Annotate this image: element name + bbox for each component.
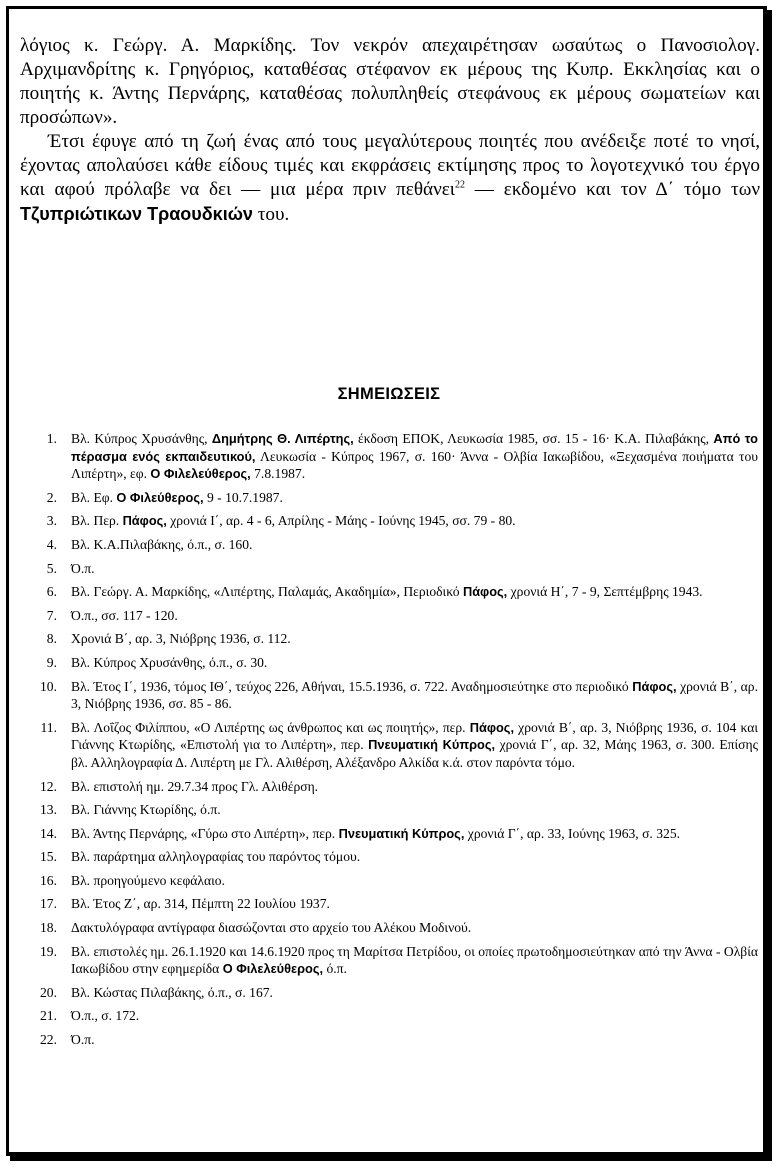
- note-text-part: Βλ. Κύπρος Χρυσάνθης, ό.π., σ. 30.: [71, 654, 268, 670]
- note-text: [71, 895, 758, 913]
- note-text-part: Βλ. προηγούμενο κεφάλαιο.: [71, 872, 225, 888]
- note-bold-title: Πάφος,: [469, 719, 515, 735]
- note-text-part: Βλ. Λοΐζος Φιλίππου, «Ο Λιπέρτης ως άνθρωπος και ως ποιητής», περ.: [71, 719, 470, 735]
- note-item: [22, 560, 758, 578]
- note-number: 15.: [40, 849, 57, 865]
- note-number: 2.: [46, 489, 57, 505]
- note-text: [71, 778, 758, 796]
- note-number: 12.: [40, 778, 57, 794]
- note-text-part: ό.π.: [323, 961, 347, 977]
- note-number: 1.: [46, 431, 57, 446]
- note-bold-title: Δημήτρης Θ. Λιπέρτης,: [211, 431, 354, 446]
- note-text: [71, 560, 758, 578]
- note-text-part: Βλ. Έτος Ζ΄, αρ. 314, Πέμπτη 22 Ιουλίου 1937.: [71, 896, 330, 912]
- note-text-part: Ό.π.: [71, 1032, 95, 1048]
- note-text: [71, 919, 758, 937]
- note-text-part: Βλ. Περ.: [71, 513, 123, 529]
- note-text: [71, 630, 758, 648]
- note-item: [22, 678, 758, 713]
- note-text: [71, 872, 758, 890]
- note-text-part: Ό.π., σ. 172.: [71, 1008, 140, 1024]
- note-item: [22, 630, 758, 648]
- note-item: [22, 489, 758, 507]
- note-text-part: χρονιά Β΄, αρ. 3, Νιόβρης 1936, σσ. 85 - 86.: [71, 678, 758, 712]
- note-text: [71, 607, 758, 625]
- note-text-part: χρονιά Γ΄, αρ. 32, Μάης 1963, σ. 300. Επίσης βλ. Αλληλογραφία Δ. Λιπέρτη με Γλ. Αλιθέρση, Αλέξανδρο Αλκίδα κ.ά. στον παρόντα τόμο.: [71, 737, 758, 770]
- note-bold-title: Πνευματική Κύπρος,: [338, 825, 465, 841]
- note-text: [71, 825, 758, 843]
- note-text-part: Δακτυλόγραφα αντίγραφα διασώζονται στο αρχείο του Αλέκου Μοδινού.: [71, 920, 472, 936]
- note-text-part: Βλ. Άντης Περνάρης, «Γύρω στο Λιπέρτη», περ.: [71, 825, 339, 841]
- note-text-part: χρονιά Η΄, 7 - 9, Σεπτέμβρης 1943.: [507, 584, 703, 600]
- note-text: [71, 719, 758, 772]
- note-number: 13.: [40, 802, 57, 818]
- note-number: 4.: [46, 536, 57, 552]
- note-text-part: 7.8.1987.: [250, 466, 306, 482]
- note-text-part: Βλ. Κ.Α.Πιλαβάκης, ό.π., σ. 160.: [71, 536, 253, 552]
- footnote-ref-22: 22: [454, 179, 465, 191]
- note-text-part: Βλ. Κώστας Πιλαβάκης, ό.π., σ. 167.: [71, 984, 273, 1000]
- note-bold-title: Ο Φιλελεύθερος,: [150, 466, 251, 482]
- note-item: [22, 895, 758, 913]
- note-number: 19.: [40, 943, 57, 959]
- note-number: 17.: [40, 896, 57, 912]
- paragraph-2-text-cont: — εκδομένο και τον Δ΄ τόμο των: [464, 179, 760, 200]
- note-item: [22, 536, 758, 554]
- note-item: [22, 943, 758, 978]
- note-item: [22, 984, 758, 1002]
- note-number: 6.: [46, 584, 57, 600]
- note-text-part: Βλ. Κύπρος Χρυσάνθης,: [71, 431, 212, 446]
- note-text-part: χρονιά Γ΄, αρ. 33, Ιούνης 1963, σ. 325.: [464, 825, 681, 841]
- note-text: [71, 430, 758, 483]
- note-number: 8.: [46, 631, 57, 647]
- note-text: [71, 536, 758, 554]
- note-bold-title: Πάφος,: [122, 513, 167, 529]
- note-bold-title: Ο Φιλελεύθερος,: [222, 961, 324, 977]
- note-number: 3.: [46, 513, 57, 529]
- note-text: [71, 512, 758, 530]
- note-item: [22, 825, 758, 843]
- note-bold-title: Ο Φιλεύθερος,: [116, 489, 204, 505]
- note-number: 10.: [40, 678, 57, 694]
- note-text: [71, 1007, 758, 1025]
- note-number: 5.: [46, 560, 57, 576]
- paragraph-1-text: λόγιος κ. Γεώργ. Α. Μαρκίδης. Τον νεκρόν απεχαιρέτησαν ωσαύτως ο Πανοσιολογ. Αρχιμανδρίτης κ. Γρηγόριος, καταθέσας στέφανον εκ μέρους της Κυπρ. Εκκλησίας και ο ποιητής κ. Άντης Περνάρης, καταθέσας πολυπληθείς στεφάνους εκ μέρους σωματείων και προσώπων».: [20, 35, 760, 128]
- note-text-part: 9 - 10.7.1987.: [203, 489, 283, 505]
- notes-heading: ΣΗΜΕΙΩΣΕΙΣ: [337, 385, 441, 403]
- note-item: [22, 512, 758, 530]
- note-text-part: Βλ. Γεώργ. Α. Μαρκίδης, «Λιπέρτης, Παλαμάς, Ακαδημία», Περιοδικό: [71, 584, 463, 600]
- note-item: [22, 848, 758, 866]
- note-item: [22, 607, 758, 625]
- frame-shadow-right: [767, 10, 772, 1160]
- note-text: [71, 489, 758, 507]
- note-text-part: Χρονιά Β΄, αρ. 3, Νιόβρης 1936, σ. 112.: [71, 631, 291, 647]
- note-item: [22, 801, 758, 819]
- note-bold-title: Από το πέρασμα ενός εκπαιδευτικού,: [71, 431, 758, 464]
- paragraph-2-end: του.: [252, 204, 290, 225]
- note-text-part: χρονιά Β΄, αρ. 3, Νιόβρης 1936, σ. 104 και Γιάννης Κτωρίδης, «Επιστολή για το Λιπέρτη», περ.: [71, 719, 758, 753]
- note-text: [71, 1031, 758, 1049]
- note-text-part: χρονιά Ι΄, αρ. 4 - 6, Απρίλης - Μάης - Ιούνης 1945, σσ. 79 - 80.: [166, 513, 516, 529]
- note-item: [22, 1007, 758, 1025]
- note-text-part: Βλ. Γιάννης Κτωρίδης, ό.π.: [71, 802, 221, 818]
- note-text-part: Βλ. Έτος Ι΄, 1936, τόμος ΙΘ΄, τεύχος 226, Αθήναι, 15.5.1936, σ. 722. Αναδημοσιεύτηκε στο περιοδικό: [71, 678, 633, 694]
- note-number: 20.: [40, 984, 57, 1000]
- note-bold-title: Πάφος,: [632, 678, 677, 694]
- note-item: [22, 778, 758, 796]
- note-text-part: Λευκωσία - Κύπρος 1967, σ. 160· Άννα - Ολβία Ιακωβίδου, «Ξεχασμένα ποιήματα του Λιπέρτη», εφ.: [71, 448, 758, 482]
- note-text: [71, 801, 758, 819]
- note-text: [71, 984, 758, 1002]
- body-paragraph-1: [20, 34, 760, 130]
- note-bold-title: Πνευματική Κύπρος,: [368, 737, 496, 753]
- note-item: [22, 654, 758, 672]
- note-bold-title: Πάφος,: [462, 584, 508, 600]
- note-number: 14.: [40, 825, 57, 841]
- note-text: [71, 943, 758, 978]
- note-text: [71, 678, 758, 713]
- note-number: 21.: [40, 1008, 57, 1024]
- note-text-part: Βλ. επιστολές ημ. 26.1.1920 και 14.6.1920 προς τη Μαρίτσα Πετρίδου, οι οποίες πρωτοδημοσιεύτηκαν από την Άννα - Ολβία Ιακωβίδου στην εφημερίδα: [71, 943, 758, 977]
- note-text-part: Βλ. Εφ.: [71, 489, 117, 505]
- note-number: 7.: [46, 607, 57, 623]
- note-text-part: Ό.π.: [71, 560, 95, 576]
- paragraph-2-text: Έτσι έφυγε από τη ζωή ένας από τους μεγαλύτερους ποιητές που ανέδειξε ποτέ το νησί, έχοντας απολαύσει κάθε είδους τιμές και εκφράσεις εκτίμησης προς το λογοτεχνικό του έργο και αφού πρόλαβε να δει — μια μέρα πριν πεθάνει: [20, 131, 760, 200]
- note-text: [71, 583, 758, 601]
- note-number: 16.: [40, 872, 57, 888]
- book-title: Τζυπριώτικων Τραουδκιών: [20, 204, 253, 224]
- note-text-part: Βλ. παράρτημα αλληλογραφίας του παρόντος τόμου.: [71, 849, 361, 865]
- note-item: [22, 583, 758, 601]
- note-text-part: έκδοση ΕΠΟΚ, Λευκωσία 1985, σσ. 15 - 16· Κ.Α. Πιλαβάκης,: [353, 431, 714, 446]
- note-number: 11.: [40, 719, 57, 735]
- note-text-part: Βλ. επιστολή ημ. 29.7.34 προς Γλ. Αλιθέρση.: [71, 778, 319, 794]
- note-item: [22, 1031, 758, 1049]
- note-number: 18.: [40, 920, 57, 936]
- notes-list: [22, 430, 758, 1055]
- note-item: [22, 430, 758, 483]
- note-item: [22, 919, 758, 937]
- note-item: [22, 872, 758, 890]
- body-paragraph-2: [20, 130, 760, 227]
- frame-shadow-bottom: [10, 1156, 772, 1161]
- note-text-part: Ό.π., σσ. 117 - 120.: [71, 607, 178, 623]
- note-number: 9.: [46, 654, 57, 670]
- note-text: [71, 654, 758, 672]
- note-number: 22.: [40, 1032, 57, 1048]
- note-item: [22, 719, 758, 772]
- note-text: [71, 848, 758, 866]
